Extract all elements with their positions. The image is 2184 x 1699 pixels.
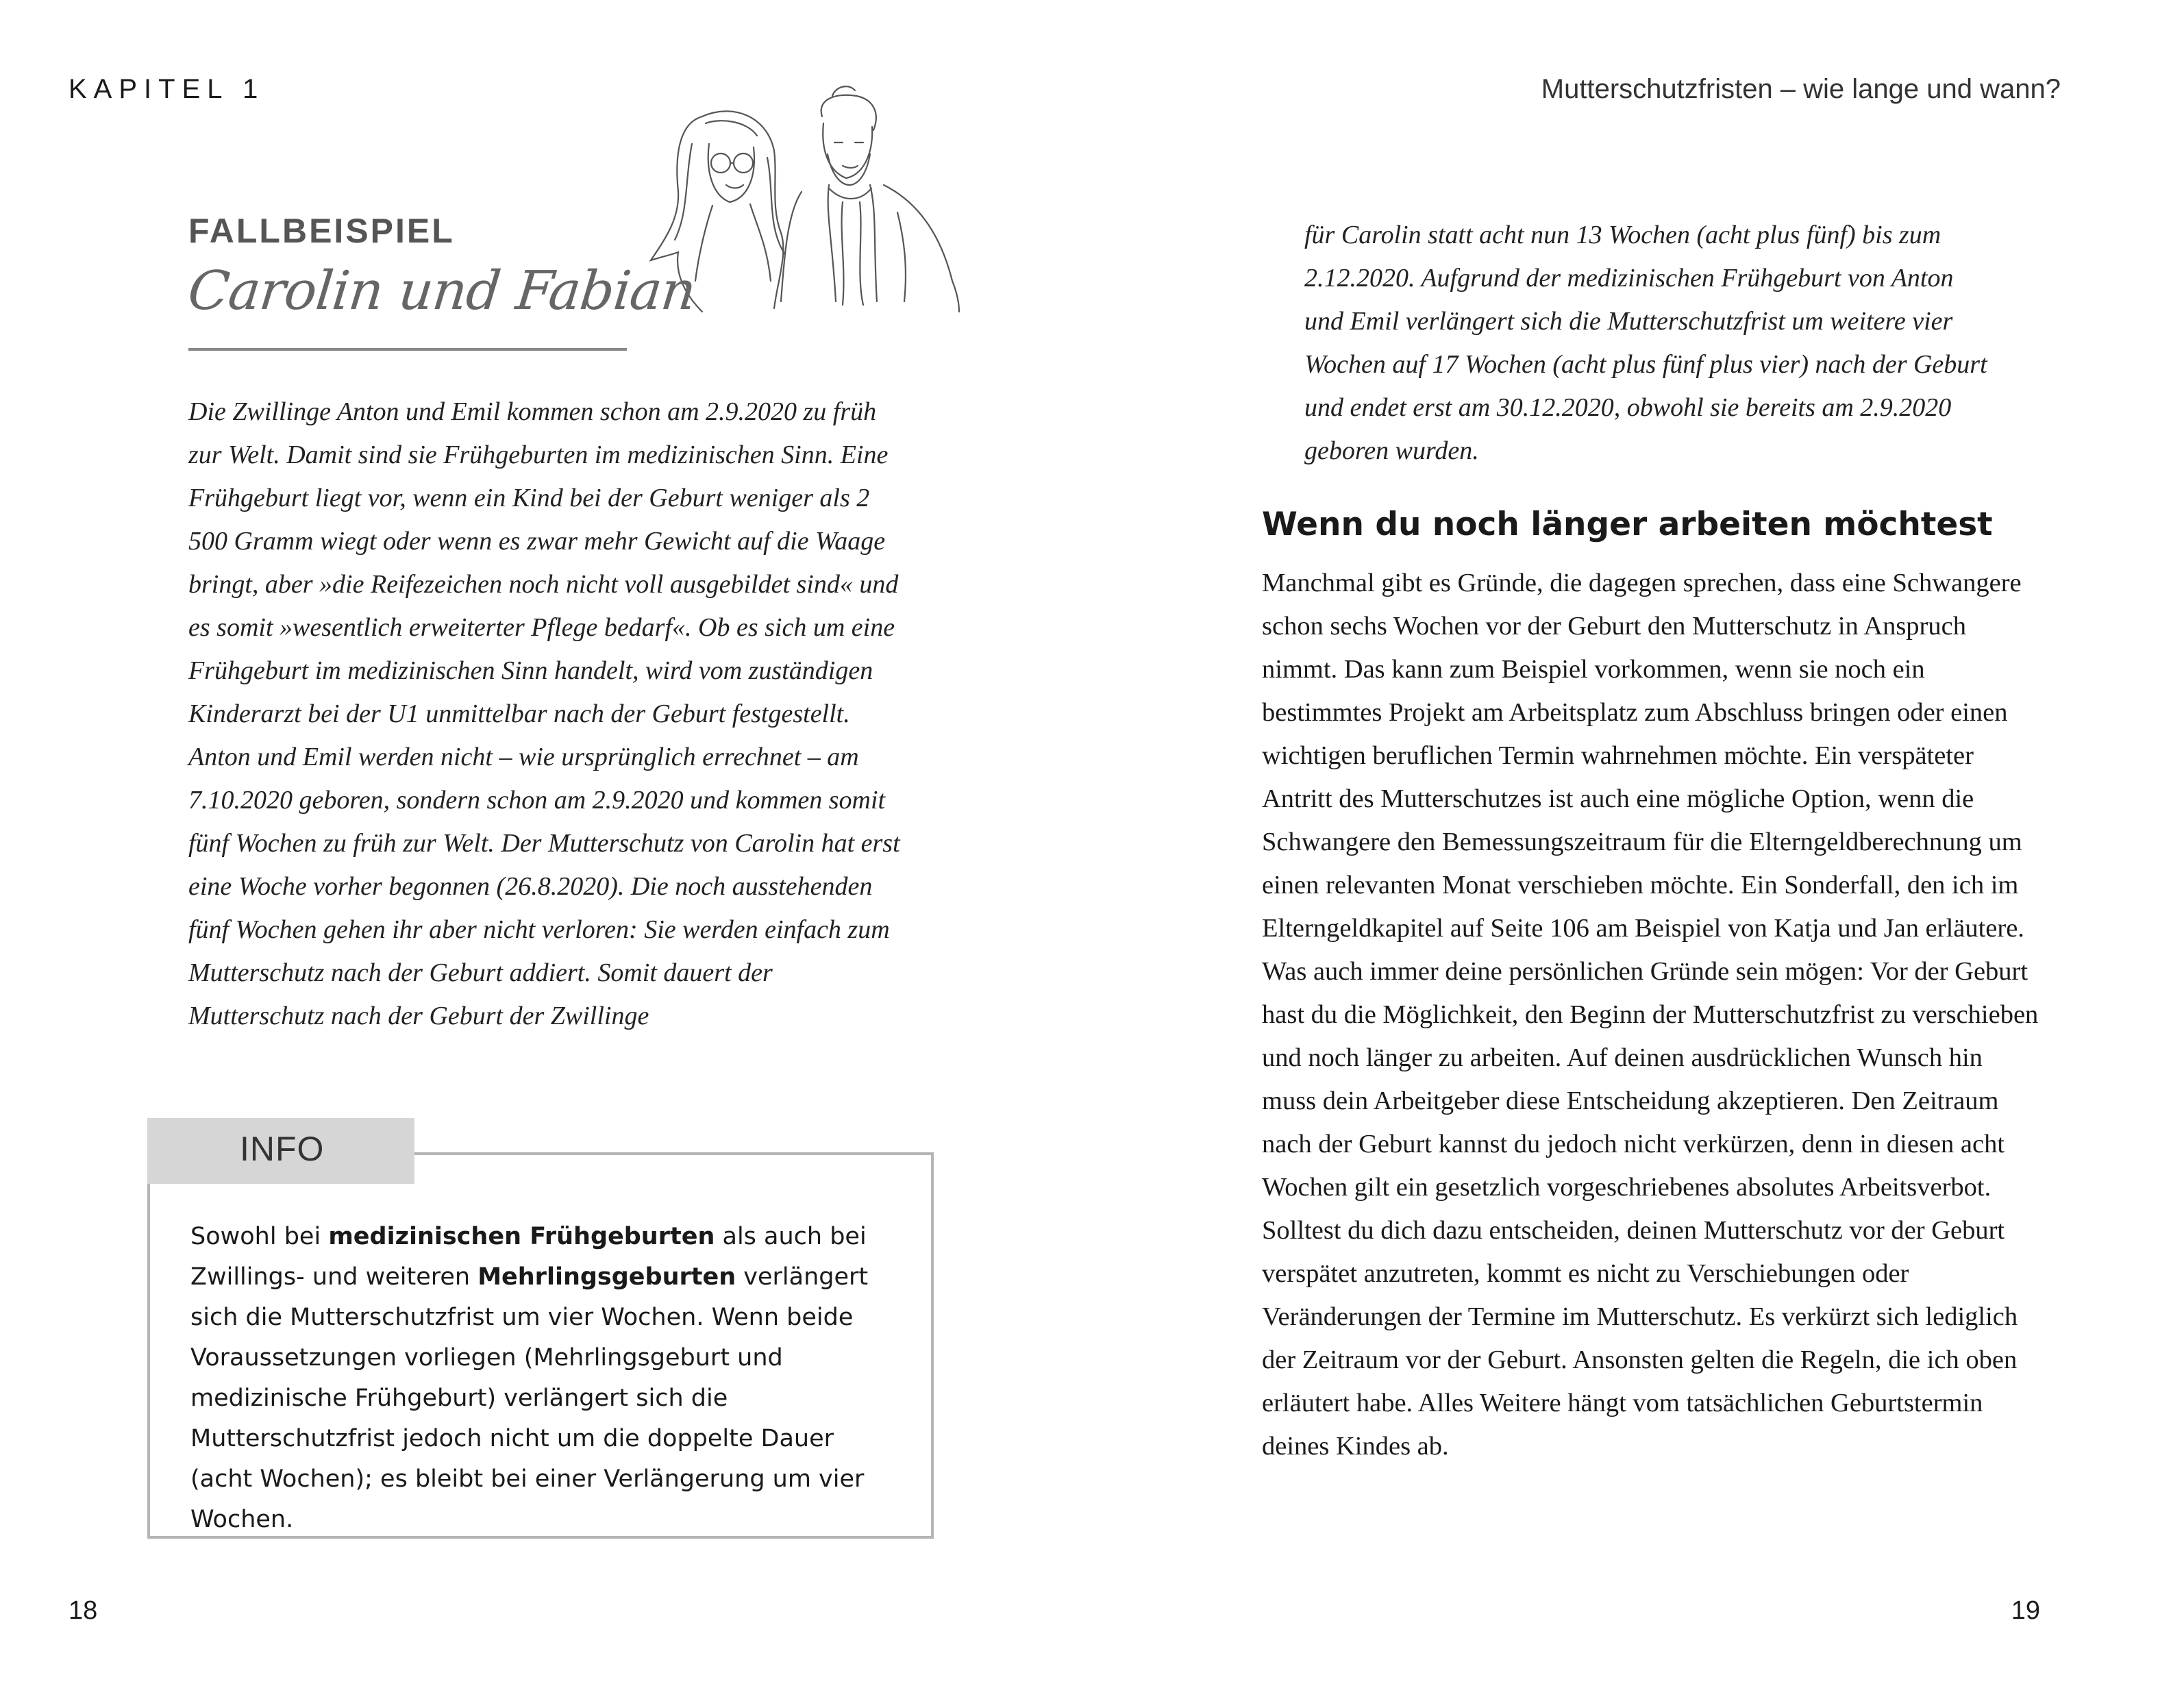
section-heading: Wenn du noch länger arbeiten möchtest <box>1262 506 1993 543</box>
body-paragraph: Solltest du dich dazu entscheiden, deinen Mutterschutz vor der Geburt verspätet anzutreten, kommt es nicht zu Verschiebungen oder Veränderungen der Termine im Mutterschutz. Es verkürzt sich lediglich der Zeitraum vor der Geburt. Ansonsten gelten die Regeln, die ich oben erläutert habe. Alles Weitere hängt vom tatsächlichen Geburtstermin deines Kindes ab. <box>1262 1216 2018 1461</box>
right-page <box>1092 0 2184 1699</box>
info-text-part: verlängert sich die Mutterschutzfrist um vier Wochen. Wenn beide Voraussetzungen vorliegen (Mehrlingsgeburt und medizinische Frühgeburt) verlängert sich die Mutterschutzfrist jedoch nicht um die doppelte Dauer (acht Wochen); es bleibt bei einer Verlängerung um vier Wochen. <box>190 1263 869 1533</box>
story-paragraph: für Carolin statt acht nun 13 Wochen (acht plus fünf) bis zum 2.12.2020. Aufgrund der medizinischen Frühgeburt von Anton und Emil verlängert sich die Mutterschutzfrist um weitere vier Wochen auf 17 Wochen (acht plus fünf plus vier) nach der Geburt und endet erst am 30.12.2020, obwohl sie bereits am 2.9.2020 geboren wurden. <box>1304 221 1987 465</box>
info-bold-term: Mehrlingsgeburten <box>477 1263 736 1291</box>
info-text-part: Sowohl bei <box>190 1223 329 1250</box>
case-study-names: Carolin und Fabian <box>185 260 699 322</box>
body-paragraph: Was auch immer deine persönlichen Gründe sein mögen: Vor der Geburt hast du die Möglichkeit, den Beginn der Mutterschutzfrist zu verschieben und noch länger zu arbeiten. Auf deinen ausdrücklichen Wunsch hin muss dein Arbeitgeber diese Entscheidung akzeptieren. Den Zeitraum nach der Geburt kannst du jedoch nicht verkürzen, denn in diesen acht Wochen gilt ein gesetzlich vorgeschriebenes absolutes Arbeitsverbot. <box>1262 957 2039 1202</box>
info-bold-term: medizinischen Frühgeburten <box>328 1223 715 1250</box>
story-paragraph: Anton und Emil werden nicht – wie ursprünglich errechnet – am 7.10.2020 geboren, sondern schon am 2.9.2020 und kommen somit fünf Wochen zu früh zur Welt. Der Mutterschutz von Carolin hat erst eine Woche vorher begonnen (26.8.2020). Die noch ausstehenden fünf Wochen gehen ihr aber nicht verloren: Sie werden einfach zum Mutterschutz nach der Geburt addiert. Somit dauert der Mutterschutz nach der Geburt der Zwillinge <box>188 743 900 1030</box>
case-study-continuation <box>1304 214 1989 473</box>
info-label: INFO <box>240 1130 325 1168</box>
info-text <box>190 1217 903 1540</box>
story-paragraph: Die Zwillinge Anton und Emil kommen schon am 2.9.2020 zu früh zur Welt. Damit sind sie Frühgeburten im medizinischen Sinn. Eine Frühgeburt liegt vor, wenn ein Kind bei der Geburt weniger als 2 500 Gramm wiegt oder wenn es zwar mehr Gewicht auf die Waage bringt, aber »die Reifezeichen noch nicht voll ausgebildet sind« und es somit »wesentlich erweiterter Pflege bedarf«. Ob es sich um eine Frühgeburt im medizinischen Sinn handelt, wird vom zuständigen Kinderarzt bei der U1 unmittelbar nach der Geburt festgestellt. <box>188 397 899 728</box>
body-text <box>1262 562 2043 1468</box>
page-number-right: 19 <box>2011 1596 2040 1625</box>
case-study-text <box>188 390 908 1038</box>
case-study-label: FALLBEISPIEL <box>188 212 455 250</box>
running-head-chapter: KAPITEL 1 <box>69 74 265 104</box>
body-paragraph: Manchmal gibt es Gründe, die dagegen sprechen, dass eine Schwangere schon sechs Wochen vor der Geburt den Mutterschutz in Anspruch nimmt. Das kann zum Beispiel vorkommen, wenn sie noch ein bestimmtes Projekt am Arbeitsplatz zum Abschluss bringen oder einen wichtigen beruflichen Termin wahrnehmen möchte. Ein verspäteter Antritt des Mutterschutzes ist auch eine mögliche Option, wenn die Schwangere den Bemessungszeitraum für die Elterngeldberechnung um einen relevanten Monat verschieben möchte. Ein Sonderfall, den ich im Elterngeldkapitel auf Seite 106 am Beispiel von Katja und Jan erläutere. <box>1262 569 2024 943</box>
case-study-divider <box>188 348 627 351</box>
info-text-part: als auch bei Zwillings- und weiteren <box>190 1223 867 1291</box>
running-head-section: Mutterschutzfristen – wie lange und wann? <box>1541 74 2061 104</box>
page-number-left: 18 <box>69 1596 98 1625</box>
